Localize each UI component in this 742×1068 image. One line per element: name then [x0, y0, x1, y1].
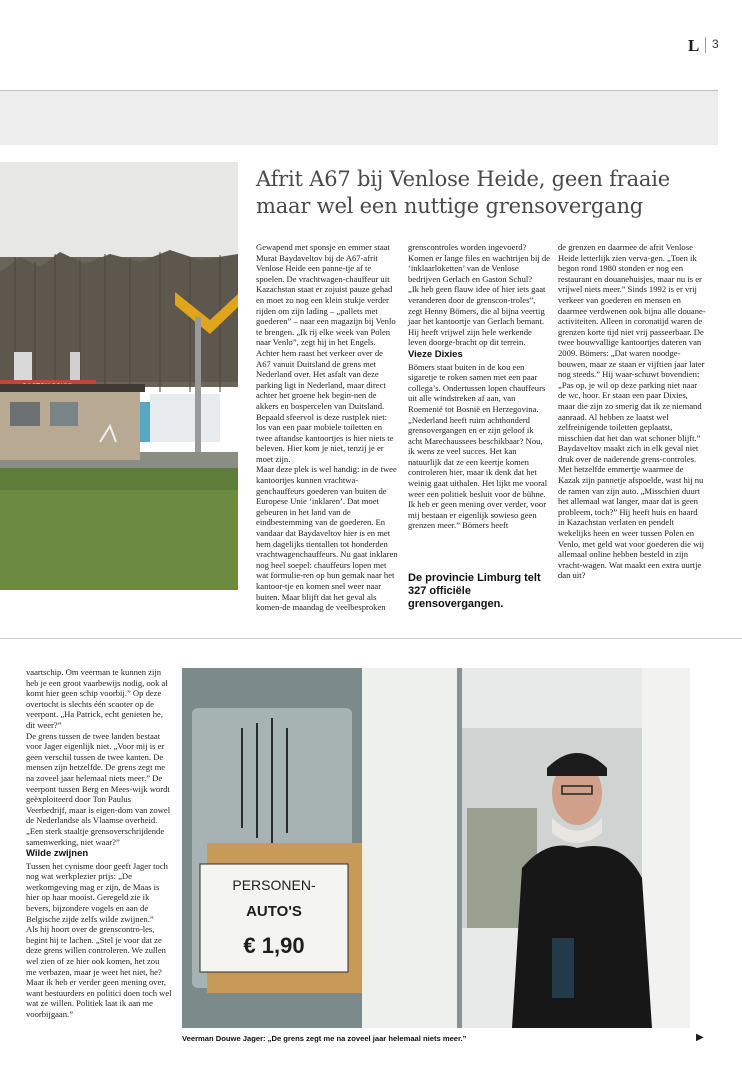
- ferry-fare-sign-line1: PERSONEN-: [232, 877, 316, 893]
- article-column-2: [408, 242, 550, 531]
- subheading: Wilde zwijnen: [26, 848, 89, 860]
- page-number: 3: [712, 37, 719, 51]
- lower-article-column: [26, 667, 172, 1020]
- photo-caption: Veerman Douwe Jager: „De grens zegt me na zoveel jaar helemaal niets meer.”: [182, 1034, 467, 1043]
- paragraph: Gewapend met sponsje en emmer staat Murat Baydaveltov bij de A67-afrit Venlose Heide een panne-tje af te spoelen. De vrachtwagen-chauffeur uit Kazachstan staat er zojuist pauze gehad en moet zo nog een klein stukje verder rijden om zijn lading – „pallets met goederen” – naar een magazijn bij Venlo te brengen. „Ik rij elke week van Polen naar Venlo”, zegt hij in het Engels. Achter hem raast het verkeer over de A67 vanuit Duitsland de grens met Nederland over. Het asfalt van deze parking ligt in Nederland, maar direct achter het groene hek begin-nen de akkers en bospercelen van Duitsland. Bepaald sfeervol is deze rustplek niet: los van een paar mobiele toiletten en twee aftandse kantoortjes is hier niets te beleven. Hier kom je niet, tenzij je er moet zijn.: [256, 242, 396, 464]
- paragraph: grenscontroles worden ingevoerd? Komen er lange files en wachtrijen bij de ‘inklaarloketten’ van de Venlose bedrijven Gerlach en Gaston Schul?: [408, 242, 550, 284]
- paragraph: Baydaveltov maakt zich in elk geval niet druk over de naderende grens-controles. Met hetzelfde emmertje waarmee de Kazak zijn pannetje afspoelde, wast hij nu de ramen van zijn auto. „Misschien duurt het allemaal wat langer, maar dat is geen probleem, toch?” Hij heeft huis en haard in Kazachstan verlaten en pendelt wekelijks heen en weer tussen Polen en Venlo, met geld wat voor goederen die wij allemaal online hebben besteld in zijn vracht-wagen. Wat maakt een extra uurtje dan uit?: [558, 443, 705, 581]
- paragraph: Maar deze plek is wel handig: in de twee kantoortjes kunnen vrachtwa-genchauffeurs goederen van buiten de Europese Unie ‘inklaren’. Dat moet gebeuren in het land van de eindbestemming van de goederen. En vandaar dat Baydaveltov hier is en met hem dagelijks tientallen tot honderden vrachtwagenchauffeurs. Nu gaat inklaren nog heel soepel: chauffeurs lopen met wat formulie-ren op hun gemak naar het kantoor-tje en komen snel weer naar buiten. Maar blijft dat het geval als komen-de maandag de veelbesproken: [256, 464, 398, 613]
- article-column-1: [256, 242, 398, 613]
- paragraph: De grens tussen de twee landen bestaat voor Jager eigenlijk niet. „Voor mij is er geen verschil tussen de twee kanten. De mensen zijn hetzelfde. De grens zegt me na zoveel jaar helemaal niets meer.” De veerpont tussen Berg en Mees-wijk wordt geëxploiteerd door Ton Paulus Veerbedrijf, maar is eigen-dom van zowel de Nederlandse als Vlaamse overheid. „Een sterk staaltje grensoverschrijdende samenwerking, niet waar?”: [26, 730, 171, 847]
- paragraph: vaartschip. Om veerman te kunnen zijn heb je een groot vaarbewijs nodig, ook al komt hier geen schip voorbij.” Op deze overtocht is slechts één scooter op de veerpont. „Ha Patrick, echt genieten he, dit weer?”: [26, 667, 168, 730]
- paragraph: Als hij hoort over de grenscontro-les, begint hij te lachen. „Stel je voor dat ze deze grens willen controleren. We zullen wel zien of ze hier ook komen, het zou me verbazen, maar je weet het niet, he? Maar ik heb er verder geen mening over, want bestuurders en politici doen toch wel wat ze willen. Politiek laat ik aan me voorbijgaan.”: [26, 924, 172, 1019]
- pull-quote: De provincie Limburg telt 327 officiële grensovergangen.: [408, 572, 541, 610]
- continue-arrow-icon: ▶: [696, 1032, 704, 1043]
- paragraph: Bömers staat buiten in de kou een sigaretje te roken samen met een paar collega’s. Ondertussen lopen chauffeurs uit alle windstreken af aan, van Roemenië tot Bosnië en Herzegovina. „Nederland heeft ruim achthonderd grensovergangen en er zijn geloof ik acht Marechaussees beschikbaar? Nou, ik wens ze veel succes. Het kan natuurlijk dat ze een keertje komen controleren hier, maar ik denk dat het weinig gaat uithalen. Het lijkt me vooral weer een politiek besluit voor de bühne. Ik heb er geen mening over verder, voor mij bestaan er eigenlijk sowieso geen grenzen meer.” Bömers heeft: [408, 361, 548, 531]
- parking-photo: [0, 162, 238, 590]
- article-column-3: [558, 242, 706, 581]
- ferry-fare-price: € 1,90: [243, 933, 305, 958]
- paragraph: Tussen het cynisme door geeft Jager toch nog wat werkplezier prijs: „De werkomgeving mag er zijn, de Maas is hier op haar mooist. Geregeld zie ik bevers, bijzondere vogels en aan de Belgische zijde zelfs wilde zwijnen.”: [26, 860, 168, 924]
- ferryman-photo: [182, 668, 690, 1028]
- section-divider: [0, 638, 742, 639]
- page-number-divider: [705, 37, 706, 53]
- ferry-fare-sign-line2: AUTO'S: [246, 903, 302, 920]
- paragraph: de grenzen en daarmee de afrit Venlose Heide letterlijk zien verva-gen. „Toen ik begon rond 1980 stonden er nog een restaurant en douanehuisjes, maar nu is er vrijwel niets meer.” Sinds 1992 is er vrij verkeer van goederen en mensen en daarmee verdwenen ook bijna alle douane-activiteiten. Alleen in coronatijd waren de grenzen korte tijd niet vrij passeerbaar. De twee bouwvallige kantoortjes dateren van 2009. Bömers: „Dat waren noodge-bouwen, maar ze staan er vijftien jaar later nog steeds.” Hij waar-schuwt bovendien: „Pas op, je wil op deze parking niet naar de wc, hoor. Er staan een paar Dixies, maar die zijn zo smerig dat ik ze niemand aanraad. Al hebben ze laatst wel zelfreinigende toiletten geplaatst, misschien dat het dan wat schoner blijft.”: [558, 242, 706, 443]
- publication-logo: L: [688, 36, 700, 55]
- paragraph: „Ik heb geen flauw idee of hier iets gaat veranderen door de grenscon-troles”, zegt Henny Bömers, die al bijna veertig jaar het kantoortje van Gerlach bemant. Hij heeft vrijwel zijn hele werkende leven doorge-bracht op dit terrein.: [408, 284, 546, 348]
- subheading: Vieze Dixies: [408, 348, 463, 360]
- header-band: [0, 91, 718, 145]
- article-headline: Afrit A67 bij Venlose Heide, geen fraaie maar wel een nuttige grensovergang: [256, 167, 670, 218]
